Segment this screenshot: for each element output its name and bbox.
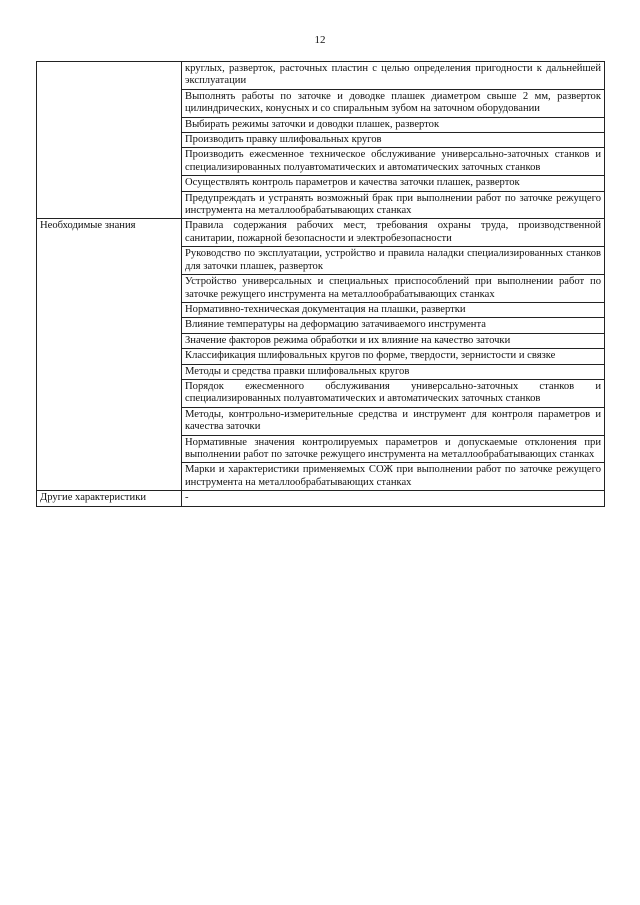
requirement-item: Порядок ежесменного обслуживания универсально-заточных станков и специализированных полуавтоматических и автоматических заточных станков <box>182 379 605 407</box>
page-number: 12 <box>314 34 326 46</box>
section-label <box>37 62 182 219</box>
requirement-item: - <box>182 491 605 506</box>
requirement-item: Устройство универсальных и специальных приспособлений при выполнении работ по заточке режущего инструмента на металлообрабатывающих станках <box>182 275 605 303</box>
table-row <box>37 62 605 90</box>
requirement-item: Методы, контрольно-измерительные средства и инструмент для контроля параметров и качества заточки <box>182 407 605 435</box>
requirement-item: Нормативно-техническая документация на плашки, развертки <box>182 302 605 317</box>
table-row <box>37 491 605 506</box>
requirement-item: Правила содержания рабочих мест, требования охраны труда, производственной санитарии, пожарной безопасности и электробезопасности <box>182 219 605 247</box>
requirement-item: Руководство по эксплуатации, устройство и правила наладки специализированных станков для заточки плашек, разверток <box>182 247 605 275</box>
section-label: Необходимые знания <box>37 219 182 491</box>
requirement-item: Осуществлять контроль параметров и качества заточки плашек, разверток <box>182 176 605 191</box>
requirement-item: Предупреждать и устранять возможный брак при выполнении работ по заточке режущего инструмента на металлообрабатывающих станках <box>182 191 605 219</box>
requirement-item: Производить ежесменное техническое обслуживание универсально-заточных станков и специализированных полуавтоматических и автоматических заточных станков <box>182 148 605 176</box>
requirement-item: Методы и средства правки шлифовальных кругов <box>182 364 605 379</box>
requirement-item: Марки и характеристики применяемых СОЖ при выполнении работ по заточке режущего инструмента на металлообрабатывающих станках <box>182 463 605 491</box>
requirement-item: Выбирать режимы заточки и доводки плашек, разверток <box>182 117 605 132</box>
qualification-table <box>36 61 605 507</box>
requirement-item: Классификация шлифовальных кругов по форме, твердости, зернистости и связке <box>182 349 605 364</box>
requirement-item: Влияние температуры на деформацию затачиваемого инструмента <box>182 318 605 333</box>
table-row <box>37 219 605 247</box>
requirement-item: Значение факторов режима обработки и их влияние на качество заточки <box>182 333 605 348</box>
requirement-item: Производить правку шлифовальных кругов <box>182 133 605 148</box>
requirement-item: круглых, разверток, расточных пластин с целью определения пригодности к дальнейшей эксплуатации <box>182 62 605 90</box>
section-label: Другие характеристики <box>37 491 182 506</box>
requirement-item: Нормативные значения контролируемых параметров и допускаемые отклонения при выполнении работ по заточке режущего инструмента на металлообрабатывающих станках <box>182 435 605 463</box>
requirement-item: Выполнять работы по заточке и доводке плашек диаметром свыше 2 мм, разверток цилиндрических, конусных и со спиральным зубом на заточном оборудовании <box>182 89 605 117</box>
